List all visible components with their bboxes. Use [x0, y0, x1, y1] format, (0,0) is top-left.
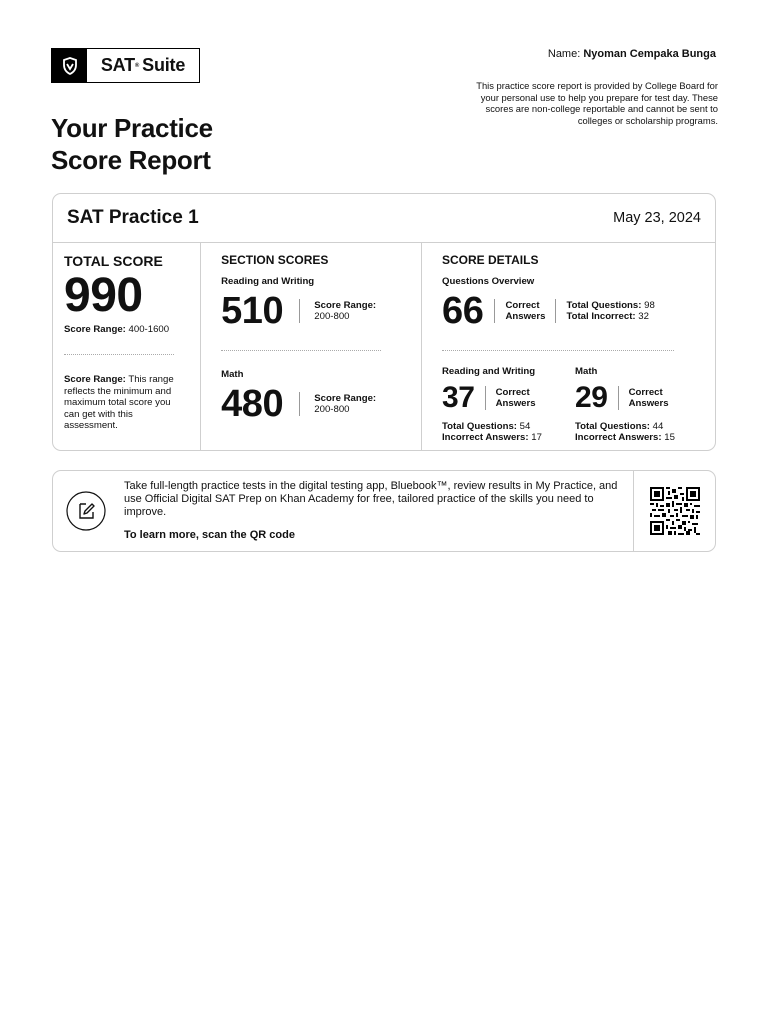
divider	[221, 350, 381, 351]
correct-label-line-1: Correct	[628, 386, 663, 398]
divider	[64, 354, 174, 355]
math-correct-label	[629, 387, 669, 410]
score-details-column	[422, 243, 715, 451]
correct-label-line-1: Correct	[505, 299, 540, 311]
sat-suite-logo	[51, 48, 200, 83]
overview-incorrect-value: 32	[638, 311, 649, 322]
overview-total-label: Total Questions:	[566, 299, 642, 311]
divider	[485, 386, 486, 410]
reading-range-label: Score Range:	[314, 299, 377, 311]
score-details-heading: SCORE DETAILS	[442, 253, 539, 267]
promo-cta: To learn more, scan the QR code	[124, 529, 295, 541]
reading-details-score-row	[442, 382, 575, 414]
divider	[299, 299, 300, 323]
section-scores-heading: SECTION SCORES	[221, 253, 329, 267]
name-label: Name:	[547, 48, 581, 60]
reading-incorrect-value: 17	[531, 432, 542, 444]
test-date: May 23, 2024	[613, 210, 701, 226]
divider	[442, 350, 674, 351]
note-label: Score Range:	[64, 374, 126, 386]
math-score-row	[221, 384, 401, 424]
reading-score-value: 510	[221, 290, 284, 332]
total-range-value: 400-1600	[128, 324, 170, 335]
reading-correct-label	[496, 387, 536, 410]
shield-icon	[52, 49, 87, 82]
section-details-row	[442, 366, 695, 444]
math-correct-value: 29	[575, 381, 608, 414]
reading-range-value: 200-800	[314, 311, 350, 322]
overview-correct-label	[505, 300, 545, 323]
correct-label-line-2: Answers	[628, 398, 669, 409]
overview-totals	[566, 300, 654, 323]
reading-totals	[442, 421, 575, 444]
total-score-range	[64, 324, 189, 335]
reading-score-row	[221, 291, 401, 331]
page-title-line-1: Your Practice	[51, 113, 213, 143]
math-details-score-row	[575, 382, 695, 414]
qr-code-icon[interactable]	[633, 471, 715, 551]
math-details-label: Math	[575, 366, 598, 377]
reading-section-label: Reading and Writing	[221, 276, 315, 287]
reading-correct-value: 37	[442, 381, 475, 414]
promo-text: Take full-length practice tests in the digital testing app, Bluebook™, review results in My Practice, and use Official Digital SAT Prep on Khan Academy for free, tailored practice of the skills you need to improve.	[124, 480, 618, 518]
overview-total-value: 98	[644, 299, 655, 311]
math-total-label: Total Questions:	[575, 421, 650, 432]
student-name: Nyoman Cempaka Bunga	[583, 48, 716, 60]
math-score-value: 480	[221, 383, 284, 425]
questions-overview-label: Questions Overview	[442, 276, 535, 287]
practice-promo-card	[52, 470, 716, 552]
overview-incorrect-label: Total Incorrect:	[566, 311, 636, 322]
disclaimer-text: This practice score report is provided by College Board for your personal use to help you prepare for test day. These scores are non-college reportable and cannot be sent to colleges or scholarship programs.	[476, 80, 718, 126]
correct-label-line-1: Correct	[495, 386, 530, 398]
test-title: SAT Practice 1	[67, 207, 199, 228]
divider	[618, 386, 619, 410]
correct-label-line-2: Answers	[495, 398, 536, 409]
total-score-heading: TOTAL SCORE	[64, 253, 163, 269]
reading-total-value: 54	[519, 421, 531, 432]
logo-suite: Suite	[142, 55, 186, 75]
total-range-label: Score Range:	[64, 324, 126, 335]
total-score-value: 990	[64, 269, 143, 322]
overview-row	[442, 291, 695, 331]
page-title-line-2: Score Report	[51, 145, 211, 175]
score-card-header	[53, 194, 715, 243]
math-range-label: Score Range:	[314, 392, 377, 404]
total-score-column	[53, 243, 201, 451]
math-section-label: Math	[221, 369, 244, 380]
logo-text: SAT ® Suite	[100, 55, 186, 75]
reading-details	[442, 366, 575, 444]
reading-total-label: Total Questions:	[442, 421, 517, 432]
page-title	[51, 112, 213, 176]
math-details	[575, 366, 695, 444]
overview-correct-value: 66	[442, 290, 484, 332]
math-score-range	[314, 393, 376, 416]
math-incorrect-label: Incorrect Answers:	[575, 432, 662, 444]
divider	[555, 299, 556, 323]
math-totals	[575, 421, 695, 444]
math-range-value: 200-800	[314, 404, 350, 415]
score-card	[52, 193, 716, 451]
section-scores-column	[201, 243, 422, 451]
student-name-line	[548, 48, 716, 60]
reading-score-range	[314, 300, 376, 323]
reading-incorrect-label: Incorrect Answers:	[442, 432, 529, 444]
note-text: This range reflects the minimum and maximum total score you can get with this assessment.	[64, 374, 174, 432]
math-total-value: 44	[652, 421, 664, 432]
promo-text-block	[115, 471, 633, 551]
correct-label-line-2: Answers	[505, 311, 546, 322]
reading-details-label: Reading and Writing	[442, 366, 536, 377]
math-incorrect-value: 15	[664, 432, 675, 444]
pencil-square-icon	[53, 471, 115, 551]
divider	[299, 392, 300, 416]
divider	[494, 299, 495, 323]
score-range-note	[64, 374, 182, 431]
